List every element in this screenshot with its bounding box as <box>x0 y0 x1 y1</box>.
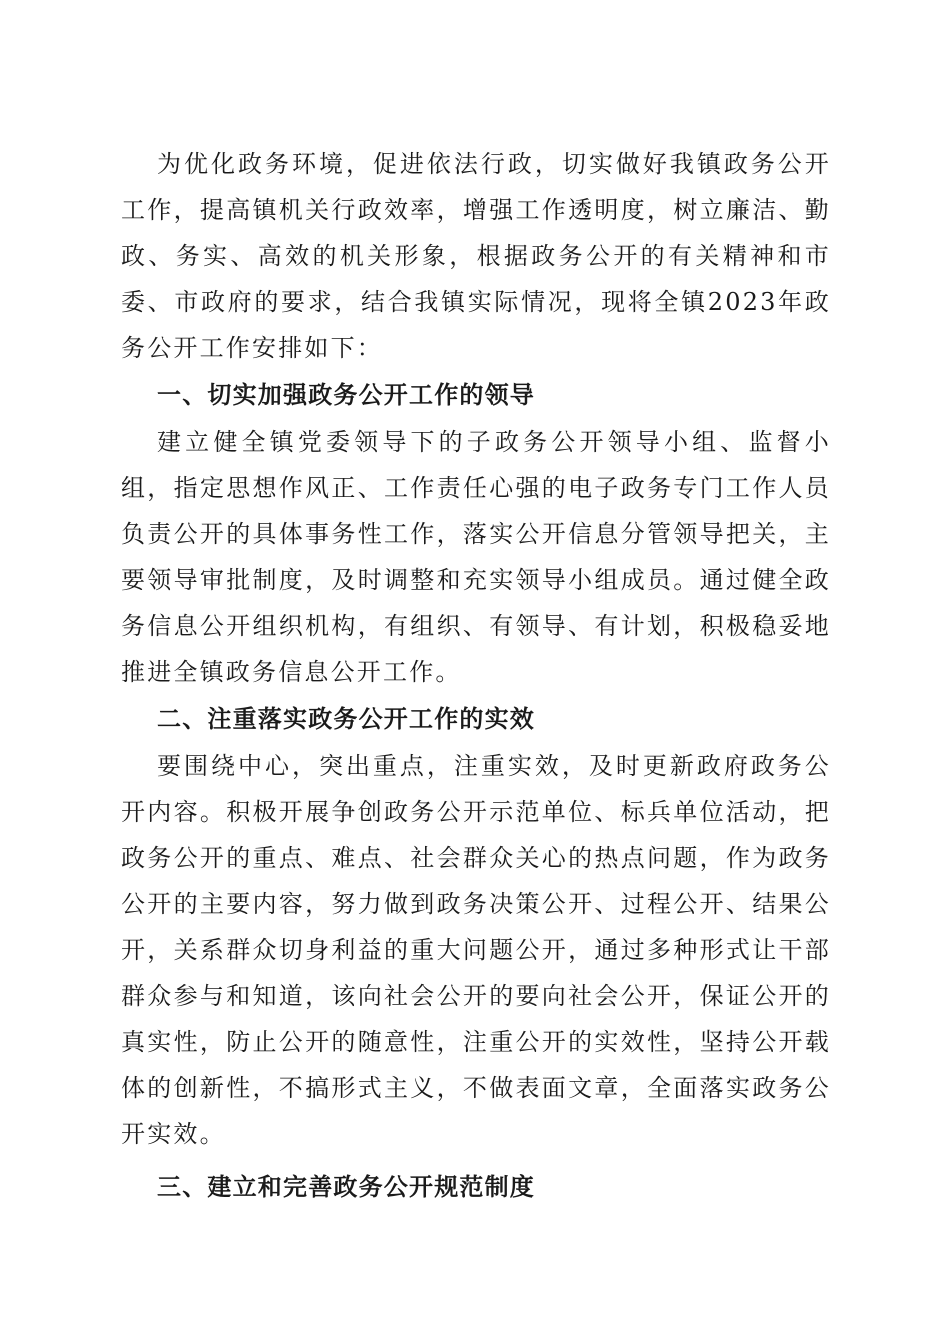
section-body-1: 建立健全镇党委领导下的子政务公开领导小组、监督小组，指定思想作风正、工作责任心强的电子政务专门工作人员负责公开的具体事务性工作，落实公开信息分管领导把关，主要领导审批制度，及时调整和充实领导小组成员。通过健全政务信息公开组织机构，有组织、有领导、有计划，积极稳妥地推进全镇政务信息公开工作。 <box>121 428 831 686</box>
section-heading-3: 三、建立和完善政务公开规范制度 <box>157 1173 535 1201</box>
section-heading-2: 二、注重落实政务公开工作的实效 <box>157 705 535 733</box>
intro-paragraph: 为优化政务环境，促进依法行政，切实做好我镇政务公开工作，提高镇机关行政效率，增强工作透明度，树立廉洁、勤政、务实、高效的机关形象，根据政务公开的有关精神和市委、市政府的要求，结合我镇实际情况，现将全镇2023年政务公开工作安排如下： <box>121 150 831 362</box>
document-body <box>121 141 831 1211</box>
section-body-2: 要围绕中心，突出重点，注重实效，及时更新政府政务公开内容。积极开展争创政务公开示范单位、标兵单位活动，把政务公开的重点、难点、社会群众关心的热点问题，作为政务公开的主要内容，努力做到政务决策公开、过程公开、结果公开，关系群众切身利益的重大问题公开，通过多种形式让干部群众参与和知道，该向社会公开的要向社会公开，保证公开的真实性，防止公开的随意性，注重公开的实效性，坚持公开载体的创新性，不搞形式主义，不做表面文章，全面落实政务公开实效。 <box>121 752 831 1148</box>
section-heading-1: 一、切实加强政务公开工作的领导 <box>157 381 535 409</box>
